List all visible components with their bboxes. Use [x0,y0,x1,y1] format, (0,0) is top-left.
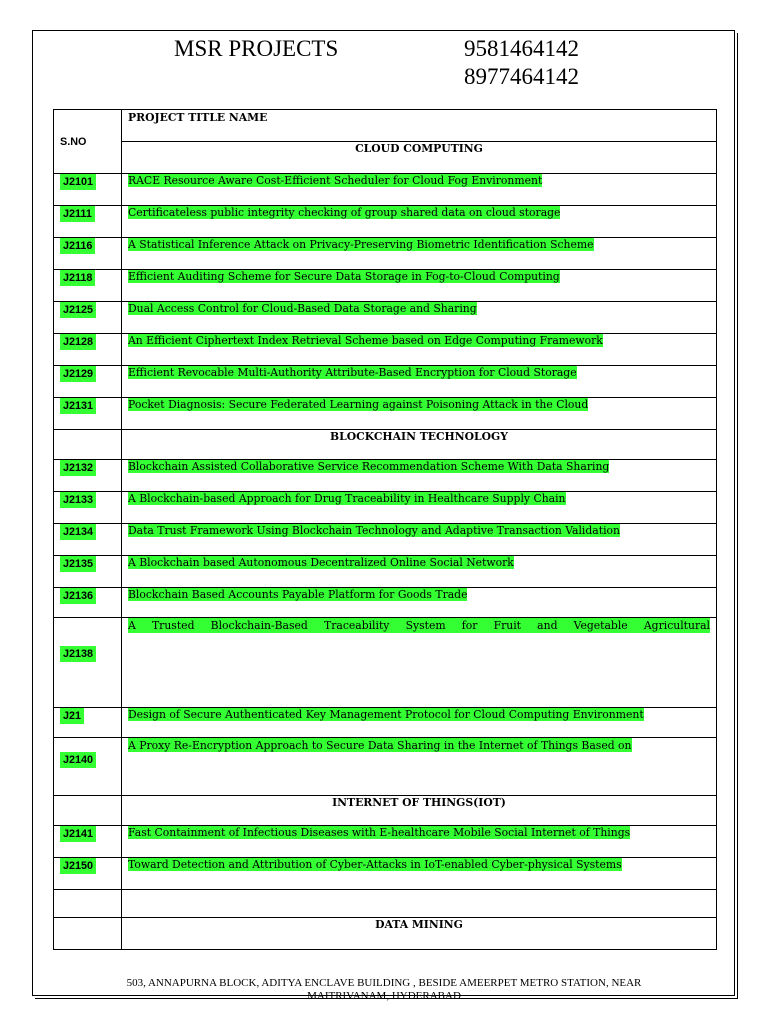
footer-address-line-2: MAITRIVANAM, HYDERABAD [307,990,461,1002]
project-title: A Statistical Inference Attack on Privacy-Preserving Biometric Identification Scheme [128,238,594,251]
section-cloud-computing: CLOUD COMPUTING [122,142,717,174]
title-header: PROJECT TITLE NAME [122,110,717,142]
project-code: J2134 [60,524,96,540]
table-row [54,174,717,206]
project-title: Data Trust Framework Using Blockchain Technology and Adaptive Transaction Validation [128,524,620,537]
project-title: Blockchain Assisted Collaborative Service Recommendation Scheme With Data Sharing [128,460,610,473]
table-row [54,738,717,796]
project-code: J2129 [60,366,96,382]
project-title: Toward Detection and Attribution of Cyber-Attacks in IoT-enabled Cyber-physical Systems [128,858,622,871]
table-row [54,890,717,918]
projects-table [53,109,717,950]
table-row [54,334,717,366]
project-code: J2111 [60,206,95,222]
table-row [54,366,717,398]
project-code: J2116 [60,238,95,254]
project-title: A Proxy Re-Encryption Approach to Secure Data Sharing in the Internet of Things Based on [128,739,632,752]
company-name: MSR PROJECTS [174,36,339,61]
table-row [54,302,717,334]
project-code: J2101 [60,174,96,190]
project-code: J2132 [60,460,96,476]
project-title: A Blockchain-based Approach for Drug Traceability in Healthcare Supply Chain [128,492,566,505]
table-row [54,618,717,708]
project-code: J2131 [60,398,96,414]
project-title: Design of Secure Authenticated Key Management Protocol for Cloud Computing Environment [128,708,644,721]
project-code: J2128 [60,334,96,350]
project-code: J2138 [60,646,96,662]
project-code: J21 [60,708,84,724]
project-title: Dual Access Control for Cloud-Based Data Storage and Sharing [128,302,477,315]
project-code: J2118 [60,270,95,286]
project-code: J2125 [60,302,96,318]
table-row [54,858,717,890]
project-title: A Trusted Blockchain-Based Traceability System for Fruit and Vegetable Agricultural [128,619,710,632]
project-title: Efficient Revocable Multi-Authority Attribute-Based Encryption for Cloud Storage [128,366,577,379]
section-blockchain-technology: BLOCKCHAIN TECHNOLOGY [122,430,717,460]
table-row [54,492,717,524]
sno-header: S.NO [54,110,122,174]
phone-number-2: 8977464142 [464,64,579,89]
project-code: J2135 [60,556,96,572]
project-code: J2141 [60,826,96,842]
section-data-mining: DATA MINING [122,918,717,950]
table-row [54,398,717,430]
table-row [54,524,717,556]
table-row [54,238,717,270]
project-title: RACE Resource Aware Cost-Efficient Scheduler for Cloud Fog Environment [128,174,543,187]
project-code: J2133 [60,492,96,508]
table-row [54,206,717,238]
table-row [54,460,717,492]
table-row [54,708,717,738]
footer-address [40,977,728,1003]
section-internet-of-things: INTERNET OF THINGS(IOT) [122,796,717,826]
project-title: An Efficient Ciphertext Index Retrieval Scheme based on Edge Computing Framework [128,334,603,347]
table-row [54,556,717,588]
project-title: Fast Containment of Infectious Diseases with E-healthcare Mobile Social Internet of Things [128,826,631,839]
project-code: J2136 [60,588,96,604]
table-row [54,270,717,302]
project-title: Efficient Auditing Scheme for Secure Data Storage in Fog-to-Cloud Computing [128,270,560,283]
project-title: Certificateless public integrity checking of group shared data on cloud storage [128,206,561,219]
table-row [54,826,717,858]
project-code: J2150 [60,858,96,874]
project-code: J2140 [60,752,96,768]
footer-address-line-1: 503, ANNAPURNA BLOCK, ADITYA ENCLAVE BUILDING , BESIDE AMEERPET METRO STATION, NEAR [126,977,642,989]
project-title: Pocket Diagnosis: Secure Federated Learning against Poisoning Attack in the Cloud [128,398,589,411]
project-title: A Blockchain based Autonomous Decentralized Online Social Network [128,556,514,569]
project-title: Blockchain Based Accounts Payable Platform for Goods Trade [128,588,468,601]
phone-number-1: 9581464142 [464,36,579,61]
table-row [54,588,717,618]
